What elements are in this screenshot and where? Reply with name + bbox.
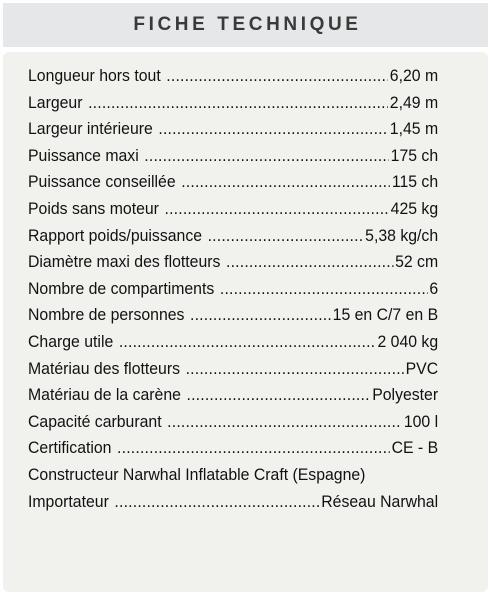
- spec-label: Nombre de personnes: [28, 305, 185, 325]
- spec-row-longueur: [28, 63, 438, 90]
- spec-value: 2,49 m: [389, 92, 439, 112]
- spec-row-materiau-carene: [28, 382, 438, 409]
- spec-row-largeur-interieure: [28, 116, 438, 143]
- spec-value: 175 ch: [390, 145, 439, 165]
- spec-value: 100 l: [403, 411, 439, 431]
- spec-label: Puissance maxi: [28, 145, 139, 165]
- spec-value: PVC: [405, 358, 439, 378]
- dot-leader: [158, 116, 388, 143]
- spec-row-rapport: [28, 223, 438, 250]
- spec-label: Charge utile: [28, 331, 114, 351]
- dot-leader: [88, 90, 388, 117]
- page-title: FICHE TECHNIQUE: [133, 14, 362, 35]
- spec-label: Poids sans moteur: [28, 198, 159, 218]
- spec-label: Diamètre maxi des flotteurs: [28, 252, 221, 272]
- spec-value: 2 040 kg: [377, 331, 439, 351]
- spec-value: 425 kg: [390, 198, 439, 218]
- dot-leader: [114, 489, 319, 516]
- spec-value: 1,45 m: [389, 119, 439, 139]
- spec-label: Capacité carburant: [28, 411, 162, 431]
- spec-row-poids: [28, 196, 438, 223]
- dot-leader: [144, 143, 388, 170]
- spec-row-carburant: [28, 409, 438, 436]
- spec-value: 6,20 m: [389, 66, 439, 85]
- spec-row-largeur: [28, 90, 438, 117]
- spec-value: Réseau Narwhal: [321, 491, 439, 511]
- spec-row-diametre: [28, 249, 438, 276]
- spec-label: Constructeur Narwhal Inflatable Craft (Espagne): [28, 464, 366, 484]
- spec-label: Longueur hors tout: [28, 66, 161, 85]
- spec-value: 52 cm: [395, 252, 439, 272]
- spec-value: 5,38 kg/ch: [365, 225, 439, 245]
- dot-leader: [119, 329, 376, 356]
- dot-leader: [181, 169, 390, 196]
- spec-row-materiau-flotteurs: [28, 356, 438, 383]
- spec-value: 115 ch: [391, 172, 439, 192]
- dot-leader: [187, 382, 371, 409]
- spec-row-compartiments: [28, 276, 438, 303]
- spec-row-puissance-maxi: [28, 143, 438, 170]
- spec-value: CE - B: [391, 438, 439, 458]
- spec-label: Largeur intérieure: [28, 119, 153, 139]
- spec-value: 15 en C/7 en B: [332, 305, 439, 325]
- dot-leader: [117, 435, 390, 462]
- spec-row-charge: [28, 329, 438, 356]
- spec-row-certification: [28, 435, 438, 462]
- spec-label: Rapport poids/puissance: [28, 225, 203, 245]
- spec-row-personnes: [28, 302, 438, 329]
- spec-value: Polyester: [372, 385, 439, 405]
- dot-leader: [220, 276, 428, 303]
- spec-label: Puissance conseillée: [28, 172, 176, 192]
- spec-list: [28, 63, 438, 515]
- spec-label: Certification: [28, 438, 112, 458]
- dot-leader: [165, 196, 389, 223]
- spec-label: Largeur: [28, 92, 83, 112]
- dot-leader: [226, 249, 393, 276]
- spec-value: 6: [429, 278, 439, 298]
- spec-row-puissance-conseillee: [28, 169, 438, 196]
- header-bar: [3, 3, 488, 47]
- dot-leader: [166, 63, 388, 90]
- dot-leader: [167, 409, 402, 436]
- spec-row-importateur: [28, 489, 438, 516]
- spec-row-constructeur: [28, 462, 438, 489]
- dot-leader: [190, 302, 331, 329]
- dot-leader: [186, 356, 404, 383]
- spec-label: Matériau des flotteurs: [28, 358, 181, 378]
- spec-label: Matériau de la carène: [28, 385, 181, 405]
- spec-label: Nombre de compartiments: [28, 278, 215, 298]
- dot-leader: [208, 223, 364, 250]
- spec-label: Importateur: [28, 491, 109, 511]
